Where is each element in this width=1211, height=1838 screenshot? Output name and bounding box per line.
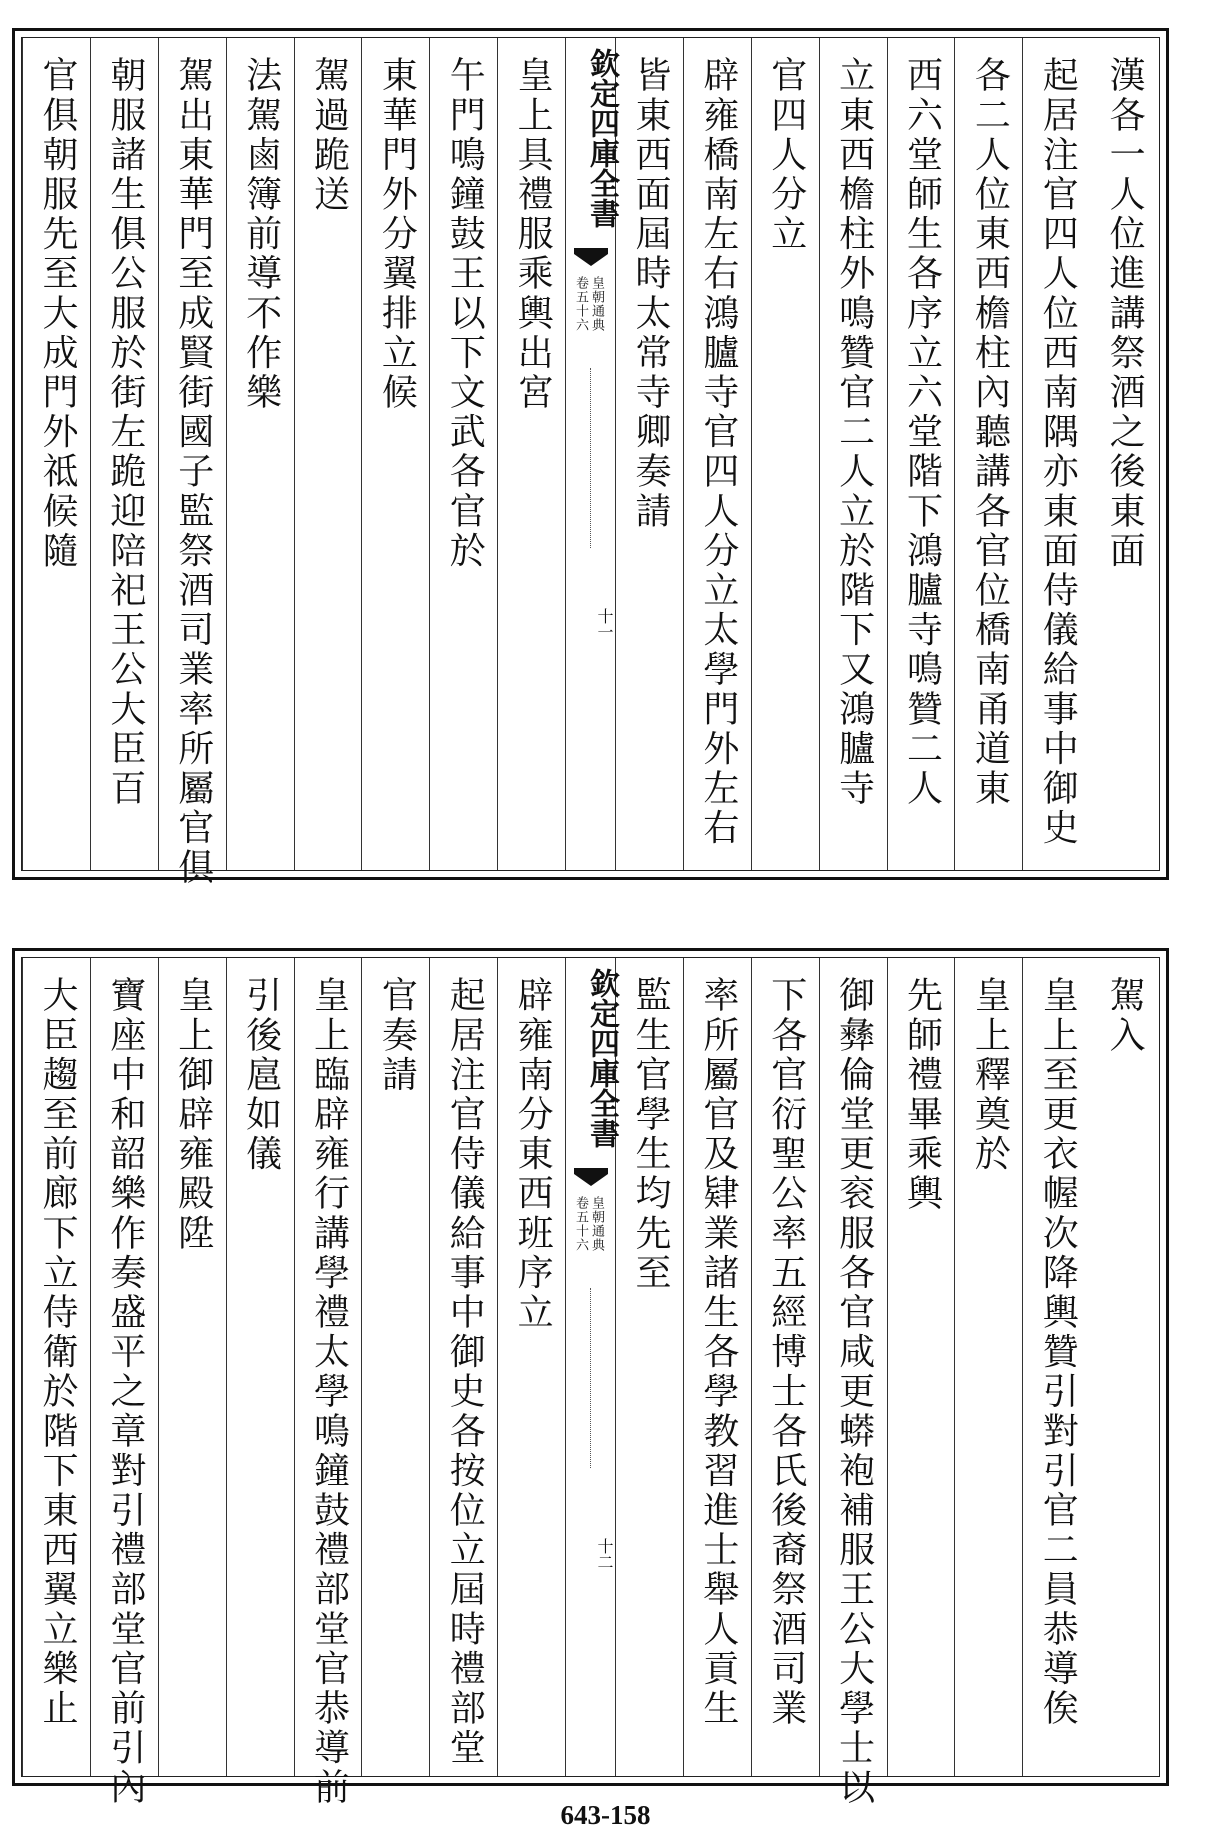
column-text: 先師禮畢乘輿 [901,976,943,1214]
column-text: 東華門外分翼排立候 [376,56,418,413]
column-text: 官俱朝服先至大成門外祗候隨 [36,56,78,571]
column-text: 官奏請 [376,976,418,1095]
text-column [751,38,820,870]
text-column [615,958,684,1776]
text-column [954,958,1023,1776]
column-text: 朝服諸生俱公服於街左跪迎陪祀王公大臣百 [104,56,146,809]
text-column [887,958,956,1776]
text-column [683,38,752,870]
column-text: 辟雍橋南左右鴻臚寺官四人分立太學門外左右 [697,56,739,848]
column-text: 駕入 [1104,976,1146,1056]
column-text: 皇上臨辟雍行講學禮太學鳴鐘鼓禮部堂官恭導前 [308,976,350,1808]
column-text: 西六堂師生各序立六堂階下鴻臚寺鳴贊二人 [901,56,943,809]
column-text: 引後扈如儀 [240,976,282,1174]
text-column [683,958,752,1776]
gutter-rule [590,1288,591,1468]
fish-tail-ornament-icon [574,248,608,268]
lower-page-frame [21,957,1160,1808]
column-text: 駕過跪送 [308,56,350,215]
folio-number: 十一 [595,608,614,640]
collection-title: 欽定四庫全書 [584,968,619,1148]
column-text: 皇上御辟雍殿陞 [172,976,214,1254]
page-number-footer: 643-158 [560,1800,651,1830]
folio-number: 十二 [595,1538,614,1570]
upper-page-frame [21,37,1160,888]
book-title: 皇朝通典 [589,1196,604,1252]
text-column [1090,38,1158,870]
text-column [1090,958,1158,1776]
column-text: 各二人位東西檐柱內聽講各官位橋南甬道東 [969,56,1011,809]
column-text: 起居注官侍儀給事中御史各按位立屆時禮部堂 [444,976,486,1768]
text-column [819,38,888,870]
column-text: 大臣趨至前廊下立侍衛於階下東西翼立樂止 [36,976,78,1729]
text-column [819,958,888,1808]
column-text: 皆東西面屆時太常寺卿奏請 [629,56,671,532]
center-gutter [565,38,619,870]
column-text: 法駕鹵簿前導不作樂 [240,56,282,413]
collection-title: 欽定四庫全書 [584,48,619,228]
column-text: 監生官學生均先至 [629,976,671,1293]
text-column [226,38,295,870]
text-column [429,958,498,1776]
text-column [90,38,159,870]
text-column [361,958,430,1776]
center-gutter [565,958,619,1776]
text-column [497,38,566,870]
column-text: 官四人分立 [765,56,807,254]
text-column [158,958,227,1776]
fish-tail-ornament-icon [574,1168,608,1188]
text-column [1022,38,1091,870]
text-column [294,38,363,870]
text-column [954,38,1023,870]
text-column [887,38,956,870]
column-text: 辟雍南分東西班序立 [512,976,554,1333]
column-text: 寶座中和韶樂作奏盛平之章對引禮部堂官前引內 [104,976,146,1808]
text-column [22,958,91,1776]
text-column [1022,958,1091,1776]
gutter-rule [590,368,591,548]
text-column [751,958,820,1776]
column-text: 駕出東華門至成賢街國子監祭酒司業率所屬官俱 [172,56,214,888]
column-text: 下各官衍聖公率五經博士各氏後裔祭酒司業 [765,976,807,1729]
text-column [497,958,566,1776]
column-text: 率所屬官及肄業諸生各學教習進士舉人貢生 [697,976,739,1729]
upper-page [12,28,1169,888]
text-column [361,38,430,870]
column-text: 起居注官四人位西南隅亦東面侍儀給事中御史 [1037,56,1079,848]
text-column [226,958,295,1776]
lower-page [12,948,1169,1808]
text-column [22,38,91,870]
column-text: 皇上釋奠於 [969,976,1011,1174]
text-column [294,958,363,1808]
column-text: 立東西檐柱外鳴贊官二人立於階下又鴻臚寺 [833,56,875,809]
column-text: 漢各一人位進講祭酒之後東面 [1104,56,1146,571]
volume-number: 卷五十六 [573,276,588,332]
column-text: 皇上具禮服乘輿出宮 [512,56,554,413]
column-text: 御彝倫堂更衮服各官咸更蟒袍補服王公大學士以 [833,976,875,1808]
text-column [90,958,159,1808]
book-title: 皇朝通典 [589,276,604,332]
volume-number: 卷五十六 [573,1196,588,1252]
text-column [429,38,498,870]
column-text: 午門鳴鐘鼓王以下文武各官於 [444,56,486,571]
text-column [615,38,684,870]
column-text: 皇上至更衣幄次降輿贊引對引官二員恭導俟 [1037,976,1079,1729]
text-column [158,38,227,888]
